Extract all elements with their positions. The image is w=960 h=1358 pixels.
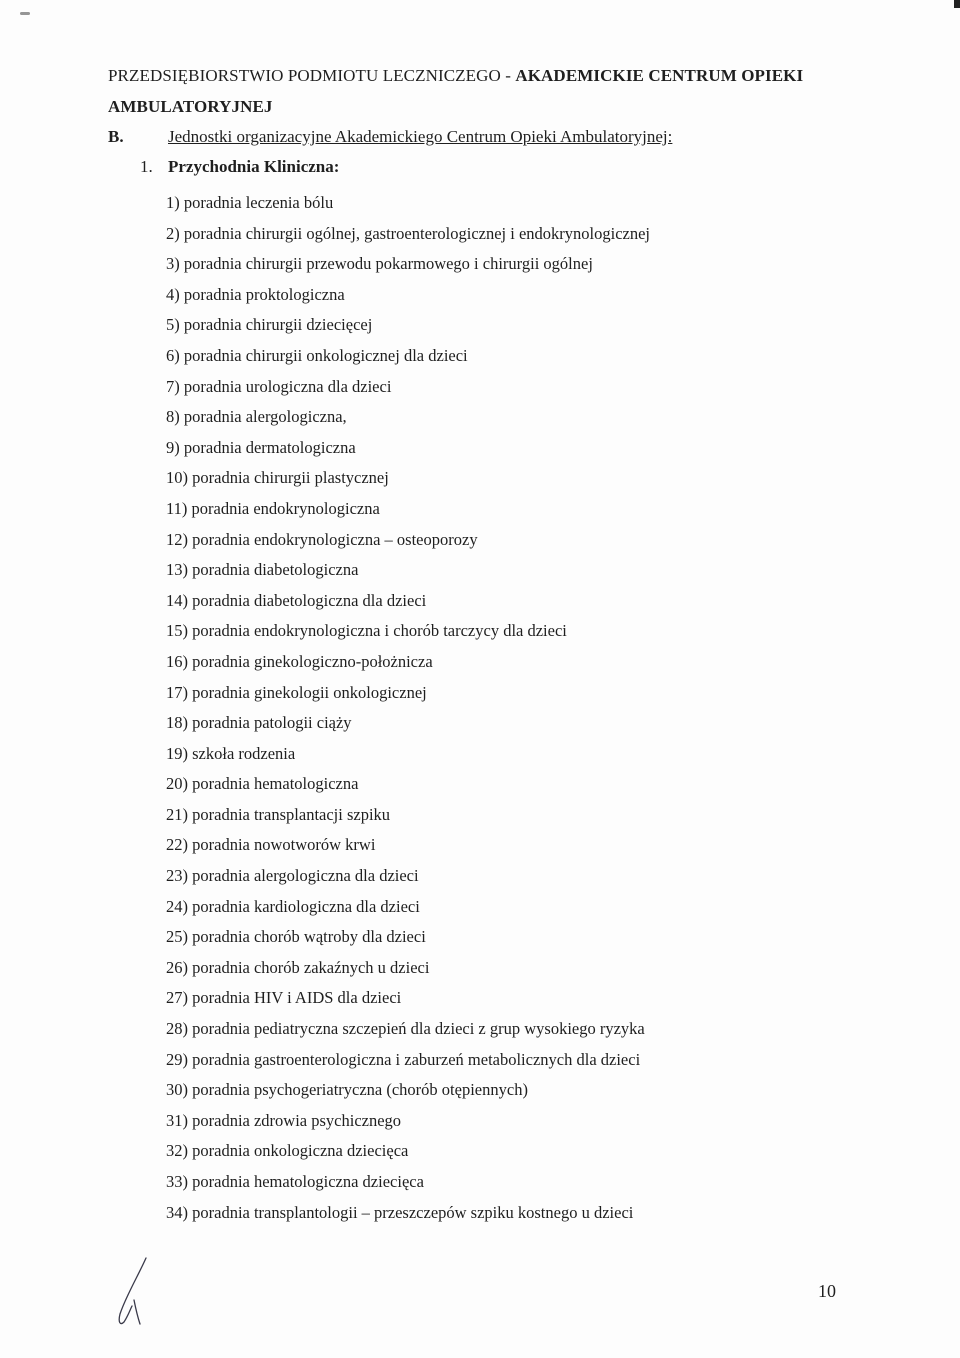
handwritten-initial-signature	[108, 1252, 168, 1332]
list-item: 14) poradnia diabetologiczna dla dzieci	[166, 590, 427, 610]
list-item: 28) poradnia pediatryczna szczepień dla dzieci z grup wysokiego ryzyka	[166, 1019, 645, 1039]
header-organization: PRZEDSIĘBIORSTWIO PODMIOTU LECZNICZEGO -	[108, 66, 516, 85]
list-item: 31) poradnia zdrowia psychicznego	[166, 1110, 402, 1130]
list-item: 1) poradnia leczenia bólu	[166, 193, 334, 212]
list-item: 17) poradnia ginekologii onkologicznej	[166, 682, 427, 702]
clinic-list	[166, 188, 650, 1228]
list-item: 22) poradnia nowotworów krwi	[166, 835, 376, 855]
list-item: 15) poradnia endokrynologiczna i chorób tarczycy dla dzieci	[166, 621, 567, 641]
document-header-line-1	[108, 66, 803, 86]
list-item: 29) poradnia gastroenterologiczna i zaburzeń metabolicznych dla dzieci	[166, 1049, 641, 1069]
list-item: 4) poradnia proktologiczna	[166, 284, 345, 304]
section-heading	[108, 127, 672, 147]
list-item: 9) poradnia dermatologiczna	[166, 437, 356, 457]
list-item: 24) poradnia kardiologiczna dla dzieci	[166, 896, 420, 916]
list-item: 20) poradnia hematologiczna	[166, 774, 359, 794]
list-item: 10) poradnia chirurgii plastycznej	[166, 468, 389, 488]
document-header-line-2: AMBULATORYJNEJ	[108, 97, 273, 116]
list-item: 25) poradnia chorób wątroby dla dzieci	[166, 927, 426, 947]
subsection-title: Przychodnia Kliniczna:	[168, 157, 340, 176]
list-item: 13) poradnia diabetologiczna	[166, 560, 359, 580]
list-item: 7) poradnia urologiczna dla dzieci	[166, 376, 392, 396]
section-letter: B.	[108, 127, 124, 146]
list-item: 5) poradnia chirurgii dziecięcej	[166, 315, 373, 335]
list-item: 30) poradnia psychogeriatryczna (chorób otępiennych)	[166, 1080, 528, 1100]
list-item: 26) poradnia chorób zakaźnych u dzieci	[166, 957, 430, 977]
page-number: 10	[818, 1281, 836, 1301]
list-item: 2) poradnia chirurgii ogólnej, gastroenterologicznej i endokrynologicznej	[166, 223, 651, 243]
list-item: 18) poradnia patologii ciąży	[166, 713, 352, 733]
list-item: 21) poradnia transplantacji szpiku	[166, 804, 391, 824]
list-item: 34) poradnia transplantologii – przeszczepów szpiku kostnego u dzieci	[166, 1202, 634, 1222]
subsection-heading	[140, 157, 339, 177]
list-item: 8) poradnia alergologiczna,	[166, 407, 347, 427]
section-title: Jednostki organizacyjne Akademickiego Centrum Opieki Ambulatoryjnej:	[168, 127, 673, 146]
list-item: 33) poradnia hematologiczna dziecięca	[166, 1172, 424, 1191]
list-item: 12) poradnia endokrynologiczna – osteoporozy	[166, 529, 478, 549]
scan-artifact	[20, 12, 30, 15]
list-item: 23) poradnia alergologiczna dla dzieci	[166, 866, 419, 886]
scan-artifact	[954, 0, 960, 8]
list-item: 16) poradnia ginekologiczno-położnicza	[166, 651, 433, 671]
list-item: 6) poradnia chirurgii onkologicznej dla dzieci	[166, 345, 468, 365]
list-item: 27) poradnia HIV i AIDS dla dzieci	[166, 988, 402, 1008]
list-item: 11) poradnia endokrynologiczna	[166, 498, 380, 518]
list-item: 3) poradnia chirurgii przewodu pokarmowego i chirurgii ogólnej	[166, 254, 593, 274]
header-center-name: AKADEMICKIE CENTRUM OPIEKI	[515, 66, 804, 85]
list-item: 32) poradnia onkologiczna dziecięca	[166, 1141, 409, 1161]
list-item: 19) szkoła rodzenia	[166, 743, 296, 763]
subsection-number: 1.	[140, 157, 153, 176]
